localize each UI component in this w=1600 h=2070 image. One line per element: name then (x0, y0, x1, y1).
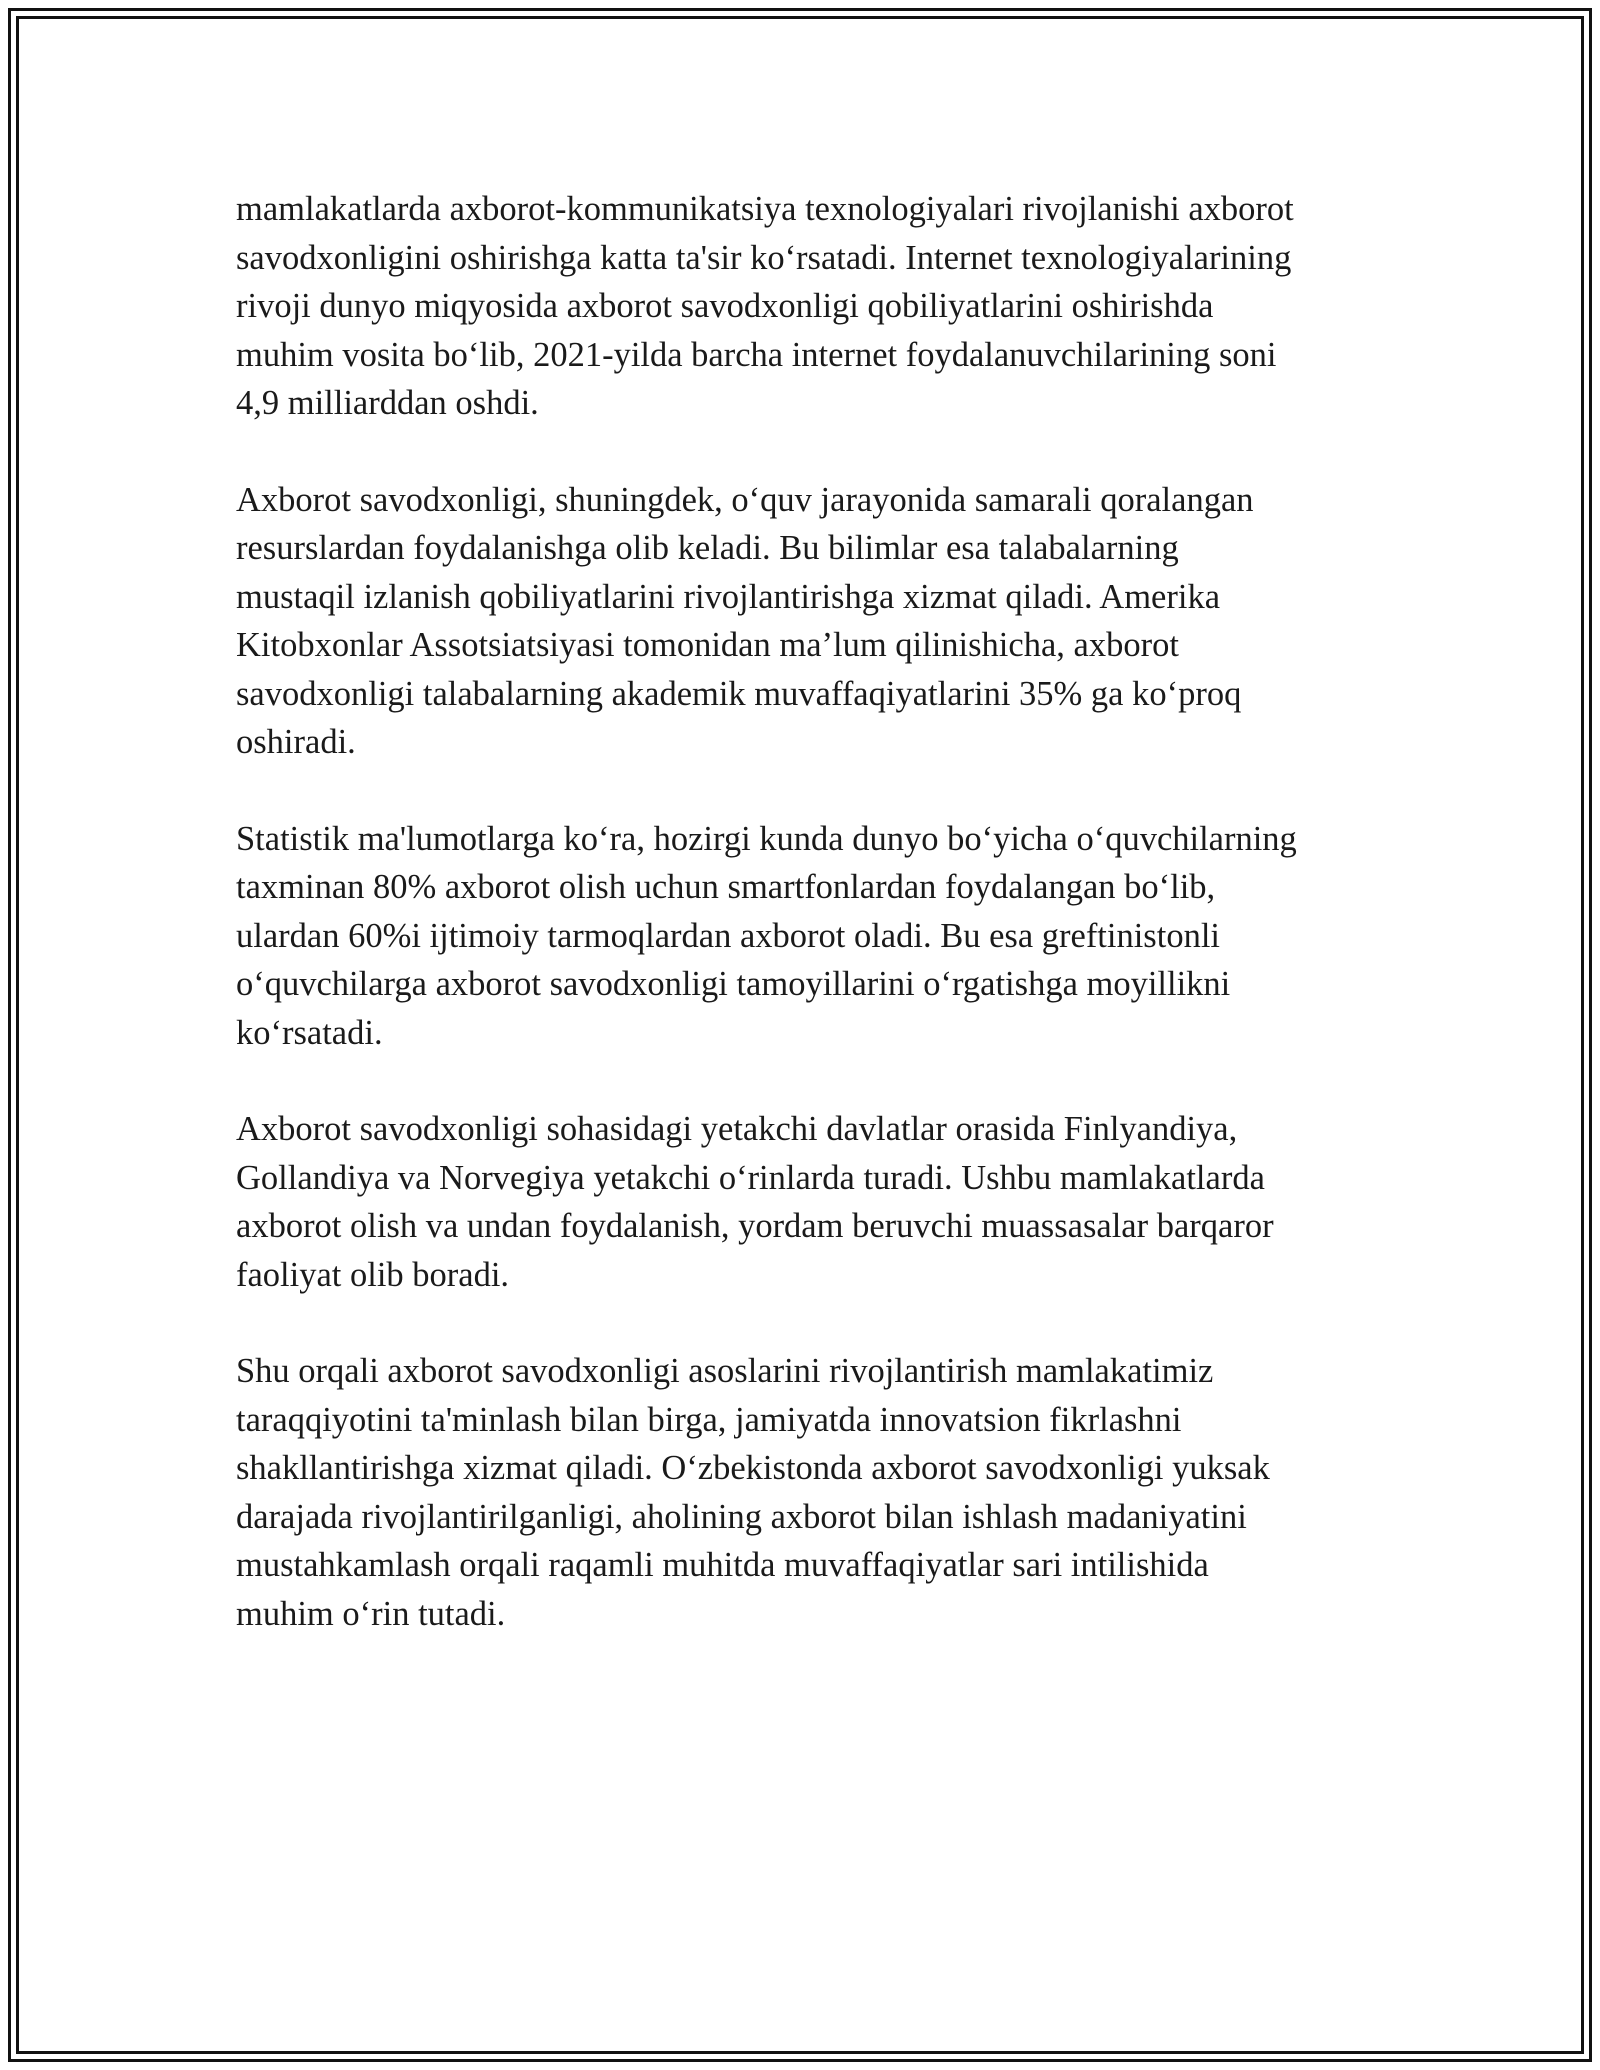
paragraph-leading-countries: Axborot savodxonligi sohasidagi yetakchi davlatlar orasida Finlyandiya, Gollandiya va Norvegiya yetakchi oʻrinlarda turadi. Ushbu mamlakatlarda axborot olish va undan foydalanish, yordam beruvchi muassasalar barqaror faoliyat olib boradi. (236, 1110, 1274, 1294)
paragraph-conclusion: Shu orqali axborot savodxonligi asoslarini rivojlantirish mamlakatimiz taraqqiyotini ta'minlash bilan birga, jamiyatda innovatsion fikrlashni shakllantirishga xizmat qiladi. Oʻzbekistonda axborot savodxonligi yuksak darajada rivojlantirilganligi, aholining axborot bilan ishlash madaniyatini mustahkamlash orqali raqamli muhitda muvaffaqiyatlar sari intilishida muhim oʻrin tutadi. (236, 1352, 1270, 1633)
paragraph-smartphone-statistics: Statistik ma'lumotlarga koʻra, hozirgi kunda dunyo boʻyicha oʻquvchilarning taxminan 80% axborot olish uchun smartfonlardan foydalangan boʻlib, ulardan 60%i ijtimoiy tarmoqlardan axborot oladi. Bu esa greftinistonli oʻquvchilarga axborot savodxonligi tamoyillarini oʻrgatishga moyillikni koʻrsatadi. (236, 819, 1297, 1052)
paragraph-learning-resources: Axborot savodxonligi, shuningdek, oʻquv jarayonida samarali qoralangan resurslardan foydalanishga olib keladi. Bu bilimlar esa talabalarning mustaqil izlanish qobiliyatlarini rivojlantirishga xizmat qiladi. Amerika Kitobxonlar Assotsiatsiyasi tomonidan ma’lum qilinishicha, axborot savodxonligi talabalarning akademik muvaffaqiyatlarini 35% ga koʻproq oshiradi. (236, 480, 1254, 761)
document-body (236, 185, 1376, 1638)
paragraph-internet-growth: mamlakatlarda axborot-kommunikatsiya texnologiyalari rivojlanishi axborot savodxonligini oshirishga katta ta'sir koʻrsatadi. Internet texnologiyalarining rivoji dunyo miqyosida axborot savodxonligi qobiliyatlarini oshirishda muhim vosita boʻlib, 2021-yilda barcha internet foydalanuvchilarining soni 4,9 milliarddan oshdi. (236, 190, 1294, 422)
